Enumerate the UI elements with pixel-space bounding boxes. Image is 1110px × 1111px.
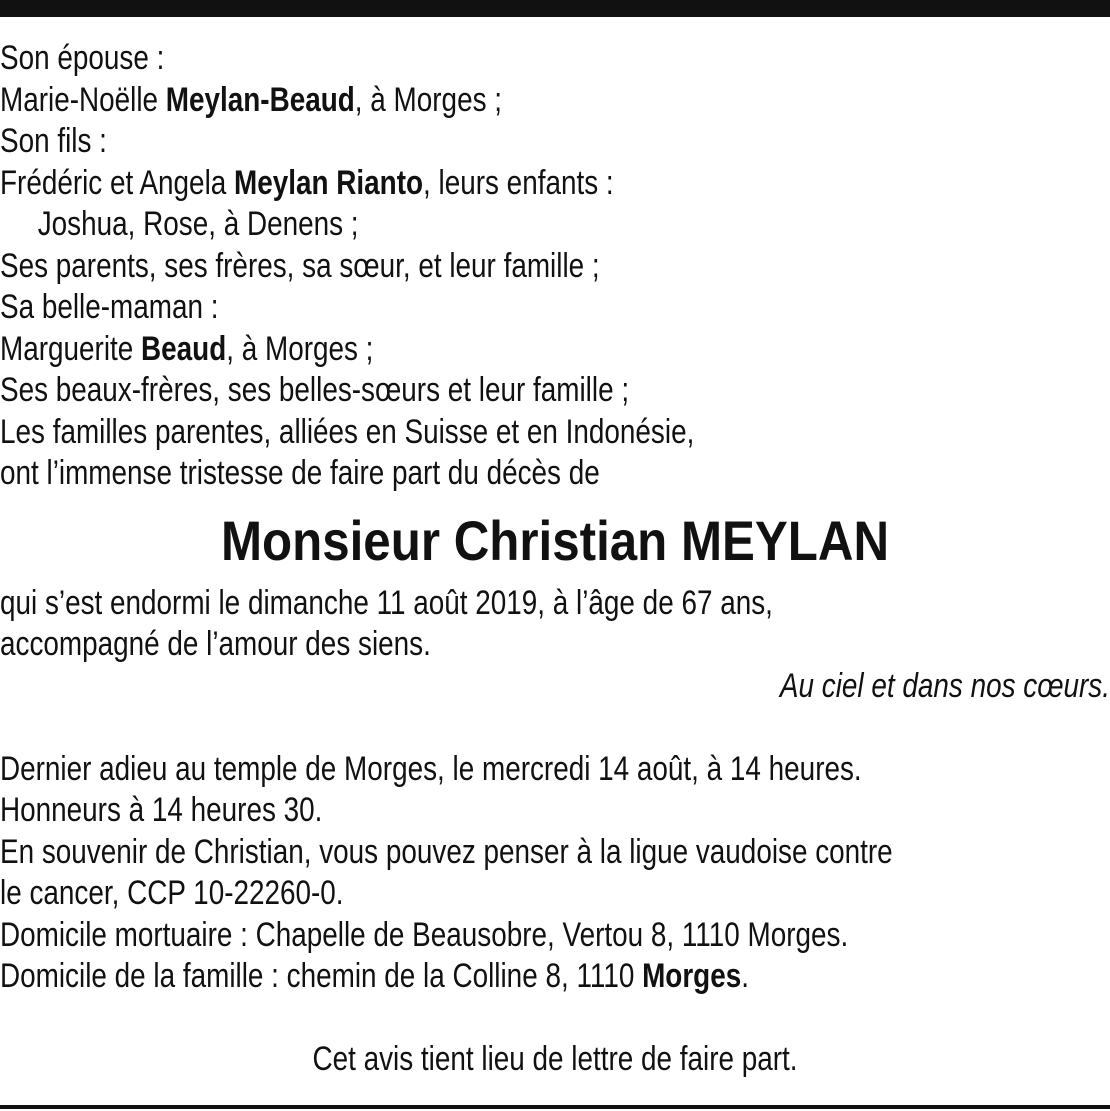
line-text: , leurs enfants : bbox=[423, 163, 614, 202]
family-line bbox=[0, 80, 910, 122]
death-line: qui s’est endormi le dimanche 11 août 2019, à l’âge de 67 ans, bbox=[0, 583, 773, 622]
line-text: Joshua, Rose, à Denens ; bbox=[37, 205, 359, 243]
line-text: Frédéric et Angela bbox=[0, 163, 235, 202]
detail-line bbox=[0, 790, 910, 832]
detail-line bbox=[0, 873, 910, 915]
line-text: Ses beaux-frères, ses belles-sœurs et leur famille ; bbox=[0, 371, 630, 409]
family-line bbox=[0, 287, 910, 329]
detail-line bbox=[0, 832, 910, 874]
line-text: Les familles parentes, alliées en Suisse et en Indonésie, bbox=[0, 412, 695, 451]
family-line bbox=[0, 453, 910, 495]
family-line bbox=[0, 246, 910, 288]
place-name: Morges bbox=[642, 957, 742, 995]
line-text: Marie-Noëlle bbox=[0, 80, 166, 119]
closing-note: Cet avis tient lieu de lettre de faire part. bbox=[312, 1039, 798, 1078]
bottom-rule bbox=[0, 1105, 1110, 1109]
family-line bbox=[0, 412, 910, 454]
death-line: accompagné de l’amour des siens. bbox=[0, 625, 431, 663]
family-line bbox=[0, 163, 910, 205]
family-line bbox=[0, 329, 910, 371]
family-name: Meylan-Beaud bbox=[165, 80, 355, 119]
obituary-notice bbox=[0, 38, 1110, 1080]
line-text: Honneurs à 14 heures 30. bbox=[0, 791, 323, 829]
detail-line bbox=[0, 956, 910, 998]
family-line bbox=[0, 370, 910, 412]
deceased-name: Monsieur Christian MEYLAN bbox=[220, 508, 890, 572]
spacer bbox=[0, 707, 1110, 749]
line-text: Ses parents, ses frères, sa sœur, et leur famille ; bbox=[0, 246, 600, 285]
line-text: . bbox=[741, 957, 749, 995]
family-line bbox=[0, 204, 910, 246]
line-text: En souvenir de Christian, vous pouvez penser à la ligue vaudoise contre bbox=[0, 832, 893, 871]
family-line bbox=[0, 38, 910, 80]
top-rule bbox=[0, 0, 1110, 17]
line-text: Domicile mortuaire : Chapelle de Beausobre, Vertou 8, 1110 Morges. bbox=[0, 915, 849, 954]
family-name: Meylan Rianto bbox=[234, 163, 424, 202]
family-name: Beaud bbox=[141, 329, 227, 368]
line-text: Domicile de la famille : chemin de la Colline 8, 1110 bbox=[0, 957, 643, 995]
line-text: le cancer, CCP 10-22260-0. bbox=[0, 874, 344, 912]
detail-line bbox=[0, 749, 910, 791]
detail-line bbox=[0, 915, 910, 957]
line-text: , à Morges ; bbox=[226, 329, 374, 368]
line-text: Son fils : bbox=[0, 122, 107, 160]
line-text: , à Morges ; bbox=[354, 80, 503, 119]
line-text: Marguerite bbox=[0, 329, 142, 368]
line-text: Sa belle-maman : bbox=[0, 288, 219, 326]
line-text: Dernier adieu au temple de Morges, le mercredi 14 août, à 14 heures. bbox=[0, 749, 862, 788]
motto: Au ciel et dans nos cœurs. bbox=[779, 666, 1110, 705]
line-text: ont l’immense tristesse de faire part du décès de bbox=[0, 454, 600, 492]
family-line bbox=[0, 121, 910, 163]
line-text: Son épouse : bbox=[0, 39, 165, 77]
